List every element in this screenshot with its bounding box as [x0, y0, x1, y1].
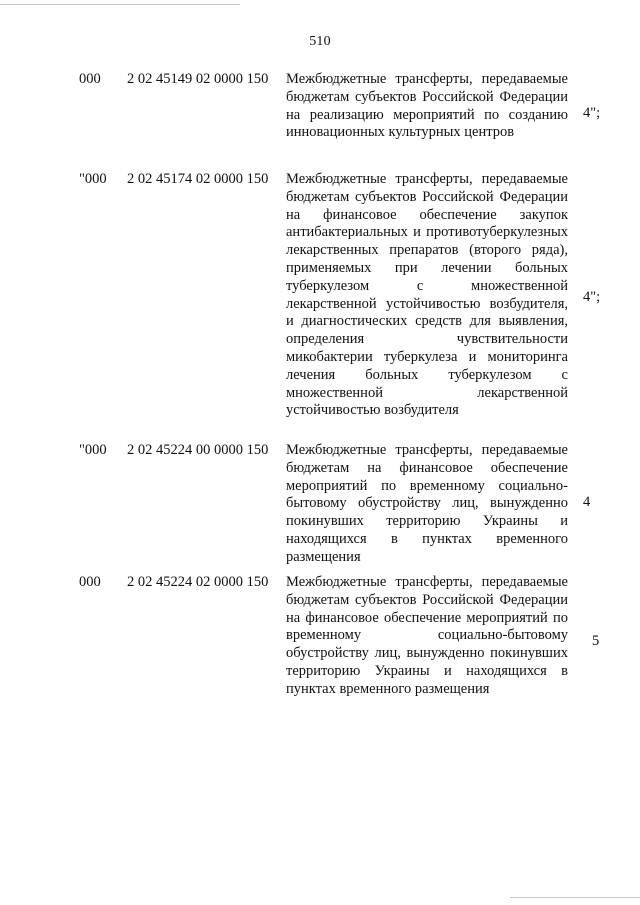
page-number: 510: [309, 34, 331, 49]
budget-classification-code: 2 02 45224 00 0000 150: [127, 442, 269, 458]
revenue-description: Межбюджетные трансферты, передаваемые бюджетам субъектов Российской Федерации на реализацию мероприятий по созданию инновационных культурных центров: [286, 71, 568, 141]
admin-code: "000: [79, 171, 107, 187]
amount-value: 4";: [583, 289, 601, 305]
amount-value: 4: [583, 494, 591, 510]
admin-code: 000: [79, 71, 101, 87]
amount-value: 5: [592, 633, 600, 649]
revenue-description: Межбюджетные трансферты, передаваемые бюджетам субъектов Российской Федерации на финансовое обеспечение мероприятий по временному социально-бытовому обустройству лиц, вынужденно покинувших территорию Украины и находящихся в пунктах временного размещения: [286, 574, 568, 697]
amount-value: 4";: [583, 105, 601, 121]
admin-code: 000: [79, 574, 101, 590]
revenue-description: Межбюджетные трансферты, передаваемые бюджетам на финансовое обеспечение мероприятий по временному социально-бытовому обустройству лиц, вынужденно покинувших территорию Украины и находящихся в пунктах временного размещения: [286, 442, 568, 565]
budget-classification-code: 2 02 45149 02 0000 150: [127, 71, 269, 87]
revenue-description: Межбюджетные трансферты, передаваемые бюджетам субъектов Российской Федерации на финансовое обеспечение закупок антибактериальных и противотуберкулезных лекарственных препаратов (второго ряда), применяемых при лечении больных туберкулезом с множественной лекарственной устойчивостью возбудителя, и диагностических средств для выявления, определения чувствительности микобактерии туберкулеза и мониторинга лечения больных туберкулезом с множественной лекарственной устойчивостью возбудителя: [286, 171, 568, 419]
budget-classification-code: 2 02 45224 02 0000 150: [127, 574, 269, 590]
budget-classification-code: 2 02 45174 02 0000 150: [127, 171, 269, 187]
scan-edge-mark-top: [0, 4, 240, 5]
scan-edge-mark-bottom: [510, 897, 640, 898]
admin-code: "000: [79, 442, 107, 458]
